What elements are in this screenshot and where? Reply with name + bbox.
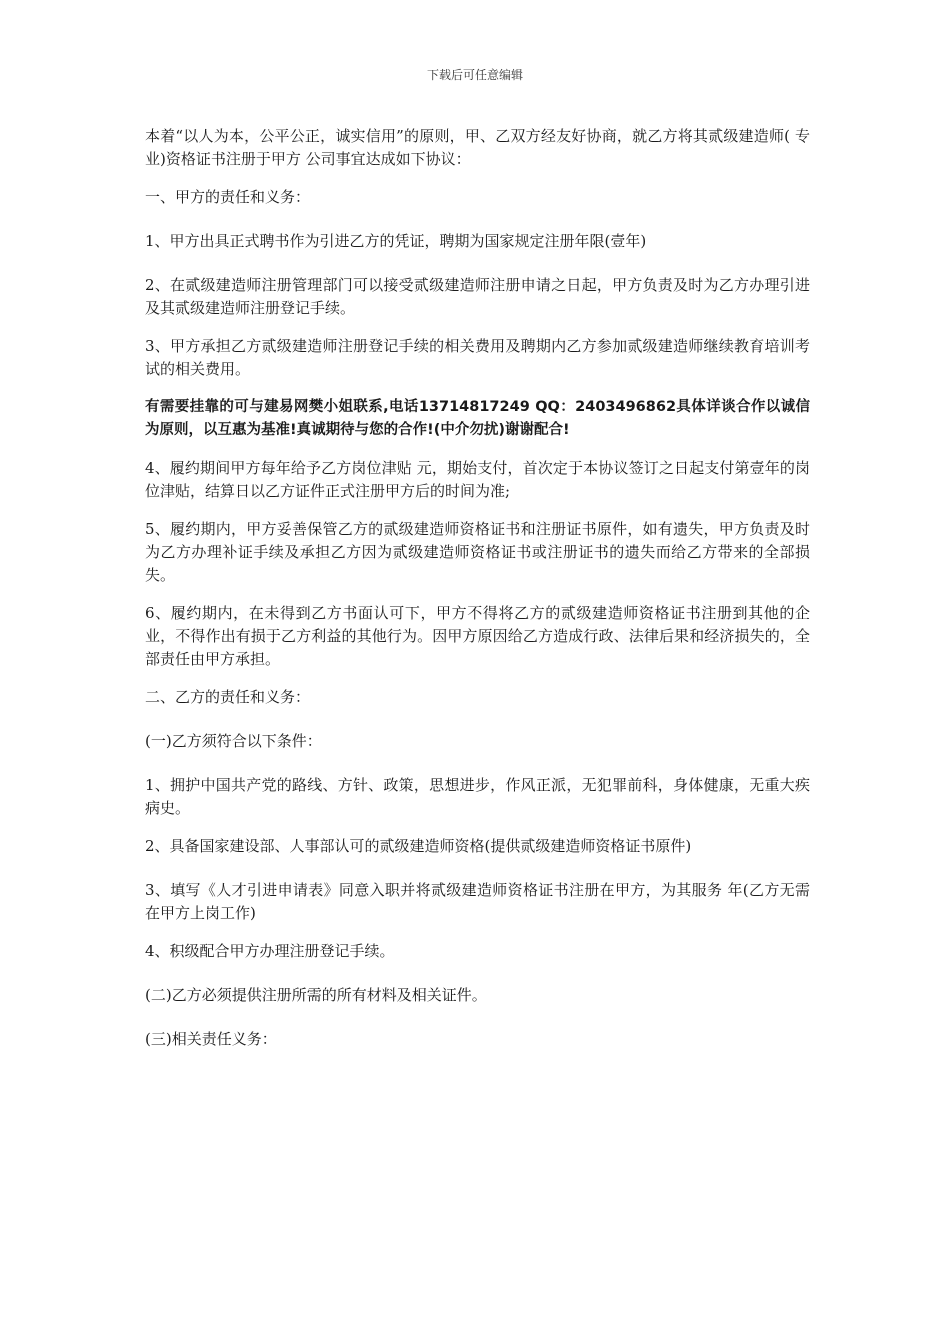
subsection-b1-heading: (一)乙方须符合以下条件： bbox=[145, 732, 322, 750]
clause-a6: 6、履约期内，在未得到乙方书面认可下，甲方不得将乙方的贰级建造师资格证书注册到其他的企业，不得作出有损于乙方利益的其他行为。因甲方原因给乙方造成行政、法律后果和经济损失的，全部责任由甲方承担。 bbox=[145, 604, 810, 668]
clause-b4: 4、积级配合甲方办理注册登记手续。 bbox=[145, 942, 395, 960]
clause-a2: 2、在贰级建造师注册管理部门可以接受贰级建造师注册申请之日起，甲方负责及时为乙方办理引进及其贰级建造师注册登记手续。 bbox=[145, 276, 810, 317]
clause-a5: 5、履约期内，甲方妥善保管乙方的贰级建造师资格证书和注册证书原件，如有遗失，甲方负责及时为乙方办理补证手续及承担乙方因为贰级建造师资格证书或注册证书的遗失而给乙方带来的全部损失。 bbox=[145, 520, 810, 584]
clause-b3: 3、填写《人才引进申请表》同意入职并将贰级建造师资格证书注册在甲方，为其服务 年(乙方无需在甲方上岗工作) bbox=[145, 881, 810, 922]
clause-b1: 1、拥护中国共产党的路线、方针、政策，思想进步，作风正派，无犯罪前科，身体健康，无重大疾病史。 bbox=[145, 776, 810, 817]
subsection-b2: (二)乙方必须提供注册所需的所有材料及相关证件。 bbox=[145, 986, 487, 1004]
section-heading-party-a: 一、甲方的责任和义务： bbox=[145, 188, 311, 206]
subsection-b3-heading: (三)相关责任义务： bbox=[145, 1030, 277, 1048]
intro-paragraph: 本着“以人为本，公平公正，诚实信用”的原则，甲、乙双方经友好协商，就乙方将其贰级建造师( 专业)资格证书注册于甲方 公司事宜达成如下协议： bbox=[145, 127, 810, 168]
clause-a4: 4、履约期间甲方每年给予乙方岗位津贴 元，期始支付，首次定于本协议签订之日起支付第壹年的岗位津贴，结算日以乙方证件正式注册甲方后的时间为准; bbox=[145, 459, 810, 500]
contact-notice: 有需要挂靠的可与建易网樊小姐联系,电话13714817249 QQ：2403496862具体详谈合作以诚信为原则，以互惠为基准!真诚期待与您的合作!(中介勿扰)谢谢配合! bbox=[145, 399, 810, 438]
clause-a3: 3、甲方承担乙方贰级建造师注册登记手续的相关费用及聘期内乙方参加贰级建造师继续教育培训考试的相关费用。 bbox=[145, 337, 810, 378]
header-note: 下载后可任意编辑 bbox=[426, 68, 523, 82]
section-heading-party-b: 二、乙方的责任和义务： bbox=[145, 688, 311, 706]
clause-b2: 2、具备国家建设部、人事部认可的贰级建造师资格(提供贰级建造师资格证书原件) bbox=[145, 837, 692, 855]
document-body bbox=[145, 125, 810, 1072]
clause-a1: 1、甲方出具正式聘书作为引进乙方的凭证，聘期为国家规定注册年限(壹年) bbox=[145, 232, 647, 250]
